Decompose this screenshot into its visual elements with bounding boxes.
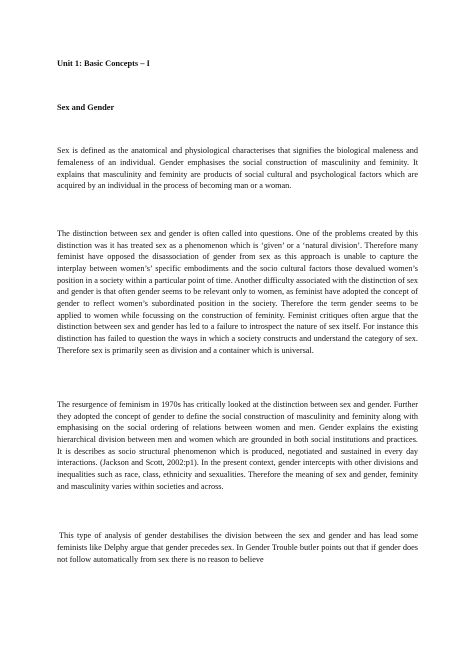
unit-title: Unit 1: Basic Concepts – I [57,59,150,68]
paragraph-sex-definition: Sex is defined as the anatomical and physiological characterises that signifies the biological maleness and femaleness of an individual. Gender emphasises the social construction of masculinity and feminity. It explains that masculinity and feminity are products of social cultural and psychological factors which are acquired by an individual in the process of becoming man or a woman. [57,146,418,191]
paragraph-feminism-resurgence: The resurgence of feminism in 1970s has critically looked at the distinction between sex and gender. Further they adopted the concept of gender to define the social construction of masculinity and feminity along with emphasising on the social ordering of relations between women and men. Gender explains the existing hierarchical division between men and women which are grounded in both social institutions and practices. It is describes as socio structural phenomenon which is produced, negotiated and sustained in every day interactions. (Jackson and Scott, 2002:p1). In the present context, gender intercepts with other divisions and inequalities such as race, class, ethnicity and sexualities. Therefore the meaning of sex and gender, feminity and masculinity varies within societies and across. [57,400,418,491]
paragraph-gender-analysis: This type of analysis of gender destabilises the division between the sex and gender and has lead some feminists like Delphy argue that gender precedes sex. In Gender Trouble butler points out that if gender does not follow automatically from sex there is no reason to believe [57,531,418,564]
document-body [57,58,418,565]
section-title: Sex and Gender [57,102,115,112]
paragraph-distinction-critique: The distinction between sex and gender is often called into questions. One of the problems created by this distinction was it has treated sex as a phenomenon which is ‘given’ or a ‘natural division’. Therefore many feminist have opposed the disassociation of gender from sex as this approach is unable to capture the interplay between women’s’ specific embodiments and the socio cultural factors those devalued women’s position in a society within a particular point of time. Another difficulty associated with the distinction of sex and gender is that often gender seems to be relevant only to women, as feminist have adopted the concept of gender to reflect women’s subordinated position in the society. Therefore the term gender seems to be applied to women while focussing on the construction of feminity. Feminist critiques often argue that the distinction between sex and gender has led to a failure to introspect the nature of sex itself. For instance this distinction has failed to question the ways in which a society constructs and understand the category of sex. Therefore sex is primarily seen as division and a container which is universal. [57,228,418,355]
